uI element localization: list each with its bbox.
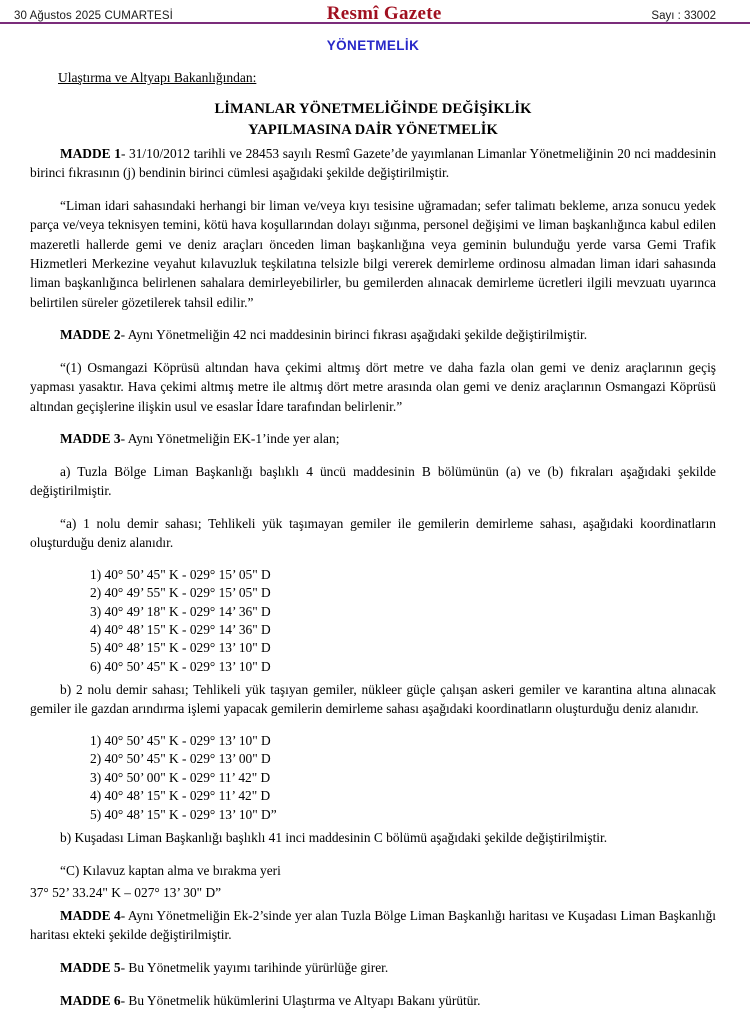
ministry-line-wrap — [30, 53, 716, 87]
list-item: 4) 40° 48’ 15" K - 029° 11’ 42" D — [90, 788, 271, 804]
masthead — [0, 0, 750, 24]
list-item: 5) 40° 48’ 15" K - 029° 13’ 10" D” — [90, 806, 277, 822]
article-3-paragraph — [30, 429, 716, 448]
article-2-label: MADDE 2 — [60, 327, 121, 343]
article-4-paragraph — [30, 906, 716, 945]
article-1-label: MADDE 1 — [60, 146, 121, 162]
article-1-text: - 31/10/2012 tarihli ve 28453 sayılı Resmî Gazete’de yayımlanan Limanlar Yönetmeliğinin 20 nci maddesinin birinci fıkrasının (j) bendinin birinci cümlesi aşağıdaki şekilde değiştirilmiştir. — [30, 146, 717, 181]
list-item: 1) 40° 50’ 45" K - 029° 13’ 10" D — [90, 733, 271, 749]
article-5-paragraph — [30, 958, 716, 977]
anchorage-1-coordinate-list — [30, 566, 716, 676]
article-3-subitem-b: b) Kuşadası Liman Başkanlığı başlıklı 41 inci maddesinin C bölümü aşağıdaki şekilde değiştirilmiştir. — [60, 829, 608, 845]
regulation-title — [30, 99, 716, 140]
list-item: 3) 40° 49’ 18" K - 029° 14’ 36" D — [90, 603, 271, 619]
article-2-paragraph — [30, 325, 716, 344]
article-6-label: MADDE 6 — [60, 992, 121, 1008]
issuing-ministry: Ulaştırma ve Altyapı Bakanlığından: — [58, 70, 257, 85]
publication-date: 30 Ağustos 2025 CUMARTESİ — [14, 10, 173, 22]
article-4-text: - Aynı Yönetmeliğin Ek-2’sinde yer alan Tuzla Bölge Liman Başkanlığı haritası ve Kuşadası Liman Başkanlığı haritası ekteki şekilde değiştirilmiştir. — [30, 908, 716, 943]
article-1-paragraph — [30, 144, 716, 183]
issue-number: Sayı : 33002 — [651, 10, 716, 22]
list-item: 5) 40° 48’ 15" K - 029° 13’ 10" D — [90, 640, 271, 656]
list-item: 6) 40° 50’ 45" K - 029° 13’ 10" D — [90, 658, 271, 674]
pilot-boarding-coordinate: 37° 52’ 33.24" K – 027° 13’ 30" D” — [30, 884, 222, 900]
article-5-label: MADDE 5 — [60, 960, 121, 976]
article-3-text: - Aynı Yönetmeliğin EK-1’inde yer alan; — [120, 431, 340, 447]
list-item: 4) 40° 48’ 15" K - 029° 14’ 36" D — [90, 622, 271, 638]
anchorage-2-coordinate-list — [30, 732, 716, 824]
gazette-title: Resmî Gazete — [326, 3, 442, 24]
article-2-text: - Aynı Yönetmeliğin 42 nci maddesinin birinci fıkrası aşağıdaki şekilde değiştirilmiştir. — [120, 327, 588, 343]
anchorage-2-intro: b) 2 nolu demir sahası; Tehlikeli yük taşıyan gemiler, nükleer güçle çalışan askeri gemiler ve karantina altına alınacak gemiler ile gazdan arındırma işlemi yapacak gemilerin demirleme sahası aşağıdaki koordinatların oluşturduğu deniz alanıdır. — [30, 682, 716, 717]
article-3-subitem-a: a) Tuzla Bölge Liman Başkanlığı başlıklı 4 üncü maddesinin B bölümünün (a) ve (b) fıkraları aşağıdaki şekilde değiştirilmiştir. — [30, 463, 716, 499]
list-item: 1) 40° 50’ 45" K - 029° 15’ 05" D — [90, 566, 271, 582]
article-3-label: MADDE 3 — [60, 431, 121, 447]
article-5-text: - Bu Yönetmelik yayımı tarihinde yürürlüğe girer. — [120, 960, 389, 976]
article-6-paragraph — [30, 991, 716, 1010]
anchorage-1-intro: “a) 1 nolu demir sahası; Tehlikeli yük taşımayan gemiler ile gemilerin demirleme sahası, aşağıdaki koordinatların oluşturduğu deniz alanıdır. — [30, 515, 716, 551]
document-body — [0, 38, 750, 1010]
article-4-label: MADDE 4 — [60, 908, 121, 924]
list-item: 2) 40° 49’ 55" K - 029° 15’ 05" D — [90, 585, 271, 601]
regulation-title-line-2: YAPILMASINA DAİR YÖNETMELİK — [248, 121, 498, 138]
regulation-title-line-1: LİMANLAR YÖNETMELİĞİNDE DEĞİŞİKLİK — [214, 101, 532, 117]
article-2-quote: “(1) Osmangazi Köprüsü altından hava çekimi altmış dört metre ve daha fazla olan gemi ve deniz araçlarının geçiş yapması yasaktır. Hava çekimi altmış metre ile altmış dört metre arasında olan gemi ve deniz araçlarının Osmangazi Köprüsü altından geçişlerine ilişkin usul ve esaslar İdare tarafından belirlenir.” — [30, 360, 716, 414]
list-item: 3) 40° 50’ 00" K - 029° 11’ 42" D — [90, 769, 271, 785]
article-6-text: - Bu Yönetmelik hükümlerini Ulaştırma ve Altyapı Bakanı yürütür. — [120, 992, 481, 1008]
article-1-quote: “Liman idari sahasındaki herhangi bir liman ve/veya kıyı tesisine uğramadan; sefer talimatı bekleme, arıza sonucu yedek parça ve/veya teknisyen temini, kötü hava koşullarından dolayı sığınma, personel değişimi ve liman başkanlığınca kabul edilen mazeretli hallerde gemi ve deniz araçları önceden liman başkanlığına veya geminin bulunduğu yerde varsa Gemi Trafik Hizmetleri Merkezine veyahut kılavuzluk teşkilatına telsizle bilgi vererek demirleme ordinosu almadan liman idari sahasında liman başkanlığınca belirlenen sahalara demirleyebilirler, bu gemilerden alınacak demirleme ücretleri ilgili mevzuatı uyarınca belirtilen süreler gözetilerek tahsil edilir.” — [30, 198, 716, 310]
list-item: 2) 40° 50’ 45" K - 029° 13’ 00" D — [90, 751, 271, 767]
section-kind-heading: YÖNETMELİK — [326, 38, 420, 53]
pilot-boarding-heading: “C) Kılavuz kaptan alma ve bırakma yeri — [60, 862, 281, 878]
